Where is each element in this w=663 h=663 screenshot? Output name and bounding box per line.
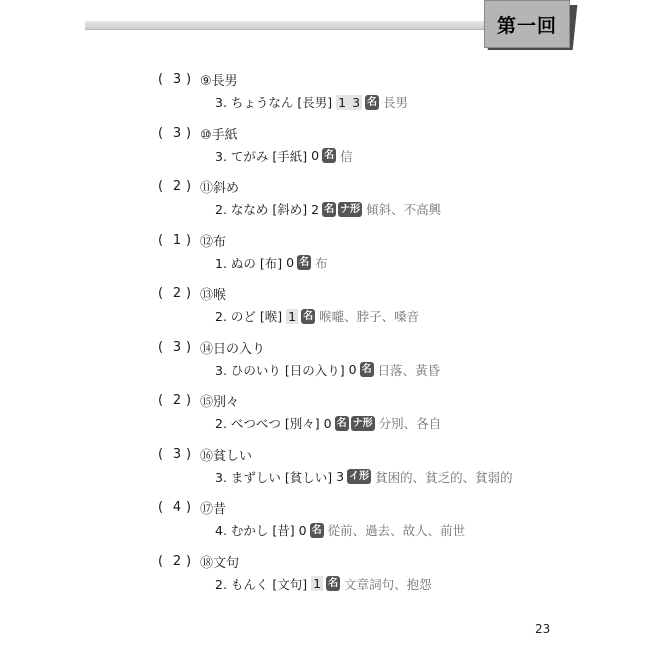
answer-line [215, 521, 465, 539]
meaning: 從前、過去、故人、前世 [327, 523, 466, 538]
answer-number: 3 [172, 339, 182, 355]
answer-line [215, 254, 328, 272]
question-line [158, 445, 252, 464]
answer-line [215, 575, 432, 593]
close-paren: ) [186, 179, 192, 194]
pos-tag: ナ形 [340, 203, 361, 215]
answer-number: 1 [172, 232, 182, 248]
chapter-label: 第一回 [496, 14, 557, 37]
close-paren: ) [186, 446, 192, 462]
open-paren: ( [158, 553, 164, 569]
open-paren: ( [158, 393, 164, 408]
open-paren: ( [158, 72, 164, 87]
reading: 3. てがみ [手紙] [215, 148, 308, 164]
accent-number: 0 [286, 255, 295, 270]
answer-line [215, 361, 440, 379]
chapter-tab [484, 0, 570, 48]
question-line [158, 338, 265, 357]
question-line [158, 552, 239, 571]
reading: 2. もんく [文句] [215, 576, 308, 592]
pos-tag: イ形 [349, 471, 370, 482]
question-word: ⑫布 [200, 234, 227, 250]
meaning: 信 [340, 148, 353, 164]
accent-number: 0 [298, 522, 307, 538]
reading: 2. ななめ [斜め] [215, 202, 308, 217]
close-paren: ) [186, 393, 192, 408]
meaning: 長男 [383, 95, 409, 110]
accent-group [336, 469, 344, 484]
question-word: ⑯貧しい [200, 448, 253, 464]
open-paren: ( [158, 232, 164, 248]
reading: 2. のど [喉] [215, 309, 283, 324]
question-line [158, 498, 226, 517]
question-line [158, 70, 238, 89]
pos-tag: 名 [324, 203, 335, 215]
meaning: 傾斜、不高興 [366, 202, 442, 217]
meaning: 文章詞句、抱怨 [344, 576, 432, 592]
pos-tag: 名 [336, 417, 347, 429]
reading: 3. ちょうなん [長男] [215, 95, 333, 110]
answer-line [215, 307, 419, 325]
accent-group [349, 362, 357, 377]
header-bar [85, 21, 495, 30]
meaning: 貧困的、貧乏的、貧弱的 [375, 469, 513, 485]
question-word: ⑬喉 [200, 288, 227, 303]
page-number: 23 [535, 622, 551, 636]
open-paren: ( [158, 500, 164, 515]
pos-tag: ナ形 [352, 417, 373, 429]
close-paren: ) [186, 286, 192, 301]
pos-tag: 名 [311, 524, 322, 536]
open-paren: ( [158, 286, 164, 301]
accent-group [311, 148, 319, 163]
question-line [158, 231, 226, 250]
open-paren: ( [158, 125, 164, 141]
answer-number: 2 [172, 286, 182, 301]
accent-group [324, 416, 332, 431]
question-line [158, 391, 239, 410]
pos-tag: 名 [328, 578, 339, 589]
open-paren: ( [158, 446, 164, 462]
question-line [158, 177, 239, 196]
open-paren: ( [158, 179, 164, 194]
answer-number: 3 [172, 446, 182, 462]
answer-entry [0, 66, 663, 120]
pos-tag: 名 [303, 310, 314, 322]
answer-number: 3 [172, 72, 182, 87]
accent-group [311, 202, 319, 217]
meaning: 日落、黃昏 [377, 362, 441, 378]
answer-line [215, 468, 513, 486]
close-paren: ) [186, 339, 192, 355]
question-word: ⑨長男 [200, 74, 238, 89]
pos-tag: 名 [367, 96, 378, 108]
question-word: ⑱文句 [200, 555, 240, 571]
close-paren: ) [186, 232, 192, 248]
answer-line [215, 93, 408, 111]
answer-number: 4 [172, 500, 182, 515]
answer-line [215, 147, 353, 165]
meaning: 喉嚨、脖子、嗓音 [319, 309, 420, 324]
answer-line [215, 200, 441, 218]
answer-entry [0, 120, 663, 174]
pos-tag: 名 [299, 257, 310, 268]
question-line [158, 124, 238, 143]
accent-group [336, 95, 362, 110]
answer-entry [0, 387, 663, 441]
accent-group [286, 255, 294, 270]
accent-number: 3 [352, 94, 361, 110]
question-word: ⑪斜め [200, 181, 240, 196]
pos-tag: 名 [361, 364, 372, 375]
answer-number: 2 [172, 553, 182, 569]
accent-group [286, 309, 298, 324]
question-word: ⑩手紙 [200, 127, 238, 143]
close-paren: ) [186, 72, 192, 87]
accent-number: 0 [323, 415, 332, 431]
reading: 3. まずしい [貧しい] [215, 469, 333, 485]
answer-line [215, 414, 441, 432]
answer-entry [0, 173, 663, 227]
answer-entry [0, 548, 663, 602]
answer-entry [0, 494, 663, 548]
accent-group [299, 523, 307, 538]
question-word: ⑮別々 [200, 395, 240, 410]
accent-number: 3 [336, 469, 345, 484]
meaning: 布 [315, 255, 328, 271]
question-line [158, 284, 226, 303]
close-paren: ) [186, 125, 192, 141]
accent-number: 0 [311, 148, 320, 163]
close-paren: ) [186, 500, 192, 515]
accent-number: 0 [348, 362, 357, 377]
pos-tag: 名 [324, 150, 335, 161]
accent-number: 1 [338, 94, 347, 110]
meaning: 分別、各自 [378, 416, 442, 431]
answer-number: 2 [172, 393, 182, 408]
answer-number: 3 [172, 125, 182, 141]
reading: 1. ぬの [布] [215, 255, 283, 271]
answer-list [0, 66, 663, 601]
answer-entry [0, 280, 663, 334]
accent-number: 1 [288, 308, 297, 324]
answer-entry [0, 334, 663, 388]
reading: 4. むかし [昔] [215, 523, 295, 538]
accent-number: 1 [313, 576, 322, 591]
answer-number: 2 [172, 179, 182, 194]
question-word: ⑰昔 [200, 502, 227, 517]
reading: 2. べつべつ [別々] [215, 416, 320, 431]
close-paren: ) [186, 553, 192, 569]
accent-number: 2 [311, 201, 320, 217]
reading: 3. ひのいり [日の入り] [215, 362, 345, 378]
question-word: ⑭日の入り [200, 341, 266, 357]
open-paren: ( [158, 339, 164, 355]
answer-entry [0, 441, 663, 495]
answer-entry [0, 227, 663, 281]
accent-group [311, 576, 323, 591]
